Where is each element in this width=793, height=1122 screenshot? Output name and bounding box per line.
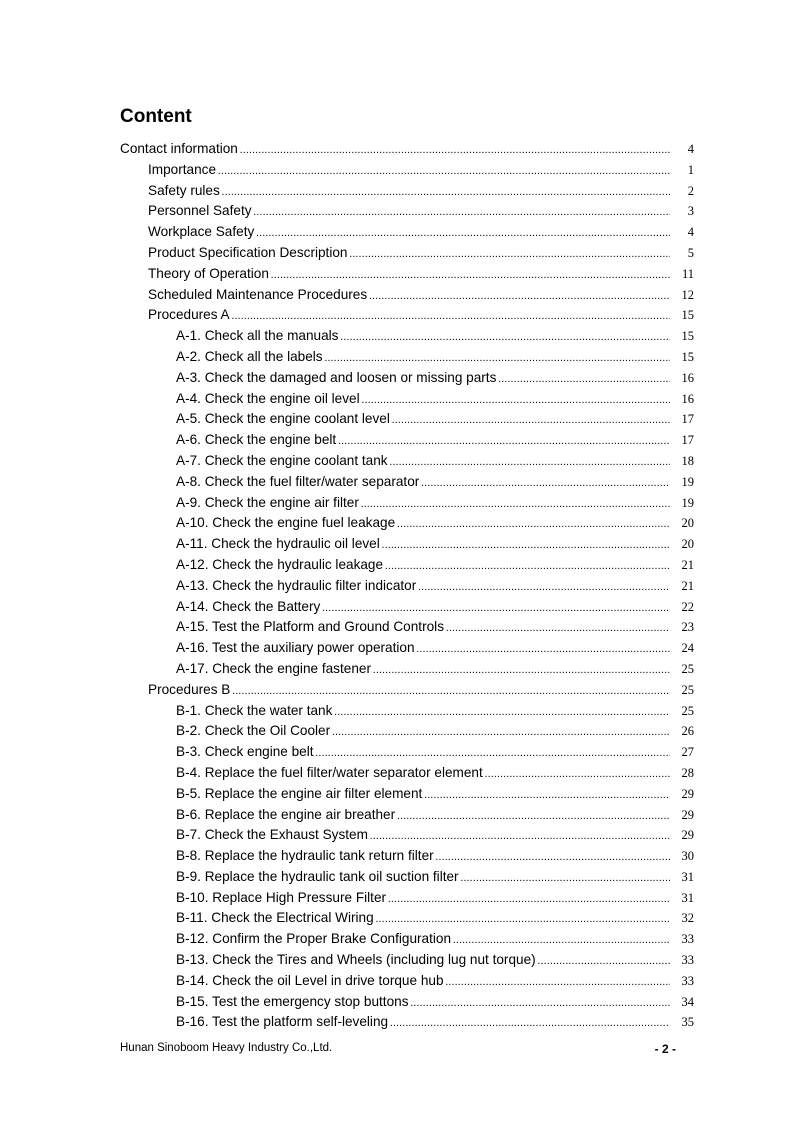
toc-entry-label: B-10. Replace High Pressure Filter bbox=[176, 889, 387, 905]
toc-dot-leader bbox=[334, 703, 670, 724]
toc-entry-label: B-12. Confirm the Proper Brake Configuration bbox=[176, 931, 452, 947]
toc-entry-page: 18 bbox=[681, 453, 694, 468]
toc-entry-label: Safety rules bbox=[148, 182, 220, 198]
toc-dot-leader bbox=[417, 640, 670, 661]
toc-entry-page: 32 bbox=[681, 911, 694, 926]
toc-entry[interactable] bbox=[0, 409, 793, 430]
toc-entry-label: B-2. Check the Oil Cooler bbox=[176, 723, 331, 739]
footer-company: Hunan Sinoboom Heavy Industry Co.,Ltd. bbox=[120, 1042, 333, 1054]
toc-entry-label: A-6. Check the engine belt bbox=[176, 432, 337, 448]
toc-entry-page: 4 bbox=[687, 225, 694, 240]
toc-entry[interactable] bbox=[0, 659, 793, 680]
toc-entry-page: 24 bbox=[681, 641, 694, 656]
toc-entry-label: A-14. Check the Battery bbox=[176, 598, 321, 614]
toc-entry-page: 29 bbox=[681, 807, 694, 822]
toc-entry[interactable] bbox=[0, 867, 793, 888]
toc-entry[interactable] bbox=[0, 160, 793, 181]
toc-entry-label: A-16. Test the auxiliary power operation bbox=[176, 640, 415, 656]
toc-entry[interactable] bbox=[0, 721, 793, 742]
toc-entry-page: 33 bbox=[681, 973, 694, 988]
toc-entry-page: 31 bbox=[681, 869, 694, 884]
toc-dot-leader bbox=[385, 557, 670, 578]
toc-entry-page: 31 bbox=[681, 890, 694, 905]
toc-dot-leader bbox=[373, 661, 670, 682]
toc-entry-label: B-13. Check the Tires and Wheels (including lug nut torque) bbox=[176, 952, 536, 968]
toc-dot-leader bbox=[446, 619, 670, 640]
toc-entry-label: Theory of Operation bbox=[148, 265, 269, 281]
toc-entry-page: 3 bbox=[687, 204, 694, 219]
toc-dot-leader bbox=[340, 328, 670, 349]
toc-entry-label: Procedures A bbox=[148, 307, 230, 323]
toc-entry-page: 2 bbox=[687, 183, 694, 198]
toc-entry-label: A-13. Check the hydraulic filter indicator bbox=[176, 577, 417, 593]
toc-entry[interactable] bbox=[0, 389, 793, 410]
toc-entry-page: 25 bbox=[681, 661, 694, 676]
toc-entry[interactable] bbox=[0, 805, 793, 826]
toc-entry[interactable] bbox=[0, 784, 793, 805]
footer-page-number: - 2 - bbox=[654, 1042, 676, 1056]
toc-entry-label: A-11. Check the hydraulic oil level bbox=[176, 536, 380, 552]
toc-entry-page: 17 bbox=[681, 433, 694, 448]
page-title: Content bbox=[120, 106, 192, 127]
toc-entry-label: A-3. Check the damaged and loosen or missing parts bbox=[176, 369, 497, 385]
toc-entry-label: B-15. Test the emergency stop buttons bbox=[176, 993, 409, 1009]
toc-entry[interactable] bbox=[0, 264, 793, 285]
toc-entry-page: 1 bbox=[687, 162, 694, 177]
toc-entry-label: Contact information bbox=[120, 141, 238, 156]
toc-entry[interactable] bbox=[0, 680, 793, 701]
toc-entry-page: 19 bbox=[681, 495, 694, 510]
toc-entry[interactable] bbox=[0, 950, 793, 971]
toc-entry[interactable] bbox=[0, 1012, 793, 1033]
toc-entry-page: 30 bbox=[681, 849, 694, 864]
toc-dot-leader bbox=[376, 910, 670, 931]
toc-entry-label: B-3. Check engine belt bbox=[176, 744, 314, 760]
toc-entry-page: 35 bbox=[681, 1015, 694, 1030]
toc-entry-page: 17 bbox=[681, 412, 694, 427]
toc-dot-leader bbox=[461, 869, 670, 890]
toc-entry[interactable] bbox=[0, 597, 793, 618]
toc-entry-page: 25 bbox=[681, 682, 694, 697]
toc-dot-leader bbox=[369, 287, 670, 308]
toc-dot-leader bbox=[453, 931, 670, 952]
toc-entry-label: B-5. Replace the engine air filter element bbox=[176, 785, 423, 801]
toc-entry-label: Personnel Safety bbox=[148, 203, 252, 219]
toc-entry[interactable] bbox=[0, 368, 793, 389]
toc-entry-page: 21 bbox=[681, 557, 694, 572]
toc-entry-page: 20 bbox=[681, 516, 694, 531]
toc-entry-page: 29 bbox=[681, 786, 694, 801]
toc-dot-leader bbox=[397, 515, 670, 536]
toc-entry-label: B-4. Replace the fuel filter/water separator element bbox=[176, 764, 483, 780]
toc-entry[interactable] bbox=[0, 430, 793, 451]
toc-dot-leader bbox=[421, 474, 670, 495]
toc-entry[interactable] bbox=[0, 555, 793, 576]
toc-entry[interactable] bbox=[0, 888, 793, 909]
toc-entry-label: Product Specification Description bbox=[148, 244, 348, 260]
toc-entry-page: 25 bbox=[681, 703, 694, 718]
toc-entry-label: B-6. Replace the engine air breather bbox=[176, 806, 396, 822]
toc-entry-page: 26 bbox=[681, 724, 694, 739]
toc-entry-page: 29 bbox=[681, 828, 694, 843]
toc-entry[interactable] bbox=[0, 285, 793, 306]
toc-entry-page: 15 bbox=[681, 349, 694, 364]
toc-entry-label: A-15. Test the Platform and Ground Controls bbox=[176, 619, 444, 635]
toc-entry-page: 34 bbox=[681, 994, 694, 1009]
toc-entry-label: A-9. Check the engine air filter bbox=[176, 494, 359, 510]
toc-entry-page: 15 bbox=[681, 308, 694, 323]
toc-entry-page: 11 bbox=[681, 266, 694, 281]
toc-entry-page: 4 bbox=[687, 142, 694, 156]
toc-entry[interactable] bbox=[0, 347, 793, 368]
toc-dot-leader bbox=[424, 786, 670, 807]
toc-dot-leader bbox=[232, 307, 670, 328]
toc-entry-page: 5 bbox=[687, 245, 694, 260]
toc-entry[interactable] bbox=[0, 451, 793, 472]
toc-entry[interactable] bbox=[0, 472, 793, 493]
toc-entry[interactable] bbox=[0, 576, 793, 597]
toc-dot-leader bbox=[349, 245, 670, 266]
toc-entry-page: 15 bbox=[681, 329, 694, 344]
toc-entry-page: 22 bbox=[681, 599, 694, 614]
toc-entry[interactable] bbox=[0, 181, 793, 202]
toc-entry-page: 16 bbox=[681, 391, 694, 406]
toc-entry-label: B-16. Test the platform self-leveling bbox=[176, 1014, 389, 1030]
toc-entry-label: A-1. Check all the manuals bbox=[176, 328, 339, 344]
toc-entry-label: A-10. Check the engine fuel leakage bbox=[176, 515, 396, 531]
toc-dot-leader bbox=[538, 952, 670, 973]
toc-dot-leader bbox=[485, 765, 670, 786]
toc-entry[interactable] bbox=[0, 617, 793, 638]
toc-entry-page: 23 bbox=[681, 620, 694, 635]
toc-entry[interactable] bbox=[0, 908, 793, 929]
toc-entry[interactable] bbox=[0, 825, 793, 846]
toc-entry-page: 28 bbox=[681, 765, 694, 780]
toc-entry-page: 20 bbox=[681, 537, 694, 552]
toc-entry[interactable] bbox=[0, 513, 793, 534]
toc-entry[interactable] bbox=[0, 846, 793, 867]
toc-dot-leader bbox=[271, 266, 670, 287]
toc-dot-leader bbox=[446, 973, 670, 994]
toc-dot-leader bbox=[362, 391, 670, 412]
toc-entry[interactable] bbox=[0, 222, 793, 243]
toc-entry[interactable] bbox=[0, 326, 793, 347]
table-of-contents bbox=[0, 139, 793, 1033]
toc-entry-page: 33 bbox=[681, 953, 694, 968]
toc-entry[interactable] bbox=[0, 243, 793, 264]
toc-entry-label: A-17. Check the engine fastener bbox=[176, 660, 371, 676]
toc-entry[interactable] bbox=[0, 638, 793, 659]
toc-entry-label: Procedures B bbox=[148, 681, 231, 697]
toc-dot-leader bbox=[390, 1014, 670, 1035]
toc-entry[interactable] bbox=[0, 971, 793, 992]
toc-dot-leader bbox=[322, 599, 670, 620]
toc-dot-leader bbox=[388, 890, 670, 911]
toc-entry-label: A-5. Check the engine coolant level bbox=[176, 411, 390, 427]
toc-entry-label: B-8. Replace the hydraulic tank return filter bbox=[176, 848, 434, 864]
toc-entry-label: A-4. Check the engine oil level bbox=[176, 390, 360, 406]
toc-entry-label: Scheduled Maintenance Procedures bbox=[148, 286, 368, 302]
toc-dot-leader bbox=[338, 432, 670, 453]
toc-entry[interactable] bbox=[0, 493, 793, 514]
toc-entry-page: 12 bbox=[681, 287, 694, 302]
toc-entry-label: B-11. Check the Electrical Wiring bbox=[176, 910, 374, 926]
toc-dot-leader bbox=[418, 578, 670, 599]
toc-dot-leader bbox=[316, 744, 670, 765]
toc-entry-label: Importance bbox=[148, 161, 217, 177]
toc-dot-leader bbox=[382, 536, 670, 557]
toc-dot-leader bbox=[222, 183, 670, 204]
toc-dot-leader bbox=[256, 224, 670, 245]
toc-dot-leader bbox=[218, 162, 670, 183]
toc-dot-leader bbox=[498, 370, 670, 391]
toc-entry-page: 27 bbox=[681, 745, 694, 760]
toc-dot-leader bbox=[240, 141, 670, 162]
toc-entry-label: A-2. Check all the labels bbox=[176, 348, 323, 364]
toc-entry[interactable] bbox=[0, 929, 793, 950]
toc-dot-leader bbox=[370, 827, 670, 848]
toc-entry-page: 19 bbox=[681, 474, 694, 489]
toc-entry[interactable] bbox=[0, 742, 793, 763]
toc-dot-leader bbox=[332, 723, 670, 744]
toc-entry-label: A-7. Check the engine coolant tank bbox=[176, 452, 388, 468]
toc-dot-leader bbox=[411, 994, 671, 1015]
toc-entry-label: B-7. Check the Exhaust System bbox=[176, 827, 368, 843]
toc-entry-label: A-8. Check the fuel filter/water separator bbox=[176, 473, 420, 489]
toc-entry[interactable] bbox=[0, 201, 793, 222]
toc-entry-label: B-9. Replace the hydraulic tank oil suction filter bbox=[176, 868, 459, 884]
toc-dot-leader bbox=[361, 495, 670, 516]
toc-dot-leader bbox=[392, 411, 670, 432]
toc-dot-leader bbox=[325, 349, 670, 370]
toc-entry[interactable] bbox=[0, 992, 793, 1013]
toc-entry[interactable] bbox=[0, 139, 793, 160]
toc-entry[interactable] bbox=[0, 763, 793, 784]
toc-entry[interactable] bbox=[0, 701, 793, 722]
toc-entry-page: 21 bbox=[681, 578, 694, 593]
toc-entry[interactable] bbox=[0, 534, 793, 555]
toc-dot-leader bbox=[254, 203, 670, 224]
toc-entry-label: B-1. Check the water tank bbox=[176, 702, 333, 718]
toc-entry[interactable] bbox=[0, 305, 793, 326]
toc-entry-label: B-14. Check the oil Level in drive torque hub bbox=[176, 972, 444, 988]
toc-dot-leader bbox=[436, 848, 670, 869]
toc-entry-label: A-12. Check the hydraulic leakage bbox=[176, 556, 384, 572]
toc-dot-leader bbox=[232, 682, 670, 703]
toc-entry-page: 16 bbox=[681, 370, 694, 385]
toc-dot-leader bbox=[390, 453, 670, 474]
toc-entry-label: Workplace Safety bbox=[148, 224, 255, 240]
toc-entry-page: 33 bbox=[681, 932, 694, 947]
toc-dot-leader bbox=[397, 807, 670, 828]
